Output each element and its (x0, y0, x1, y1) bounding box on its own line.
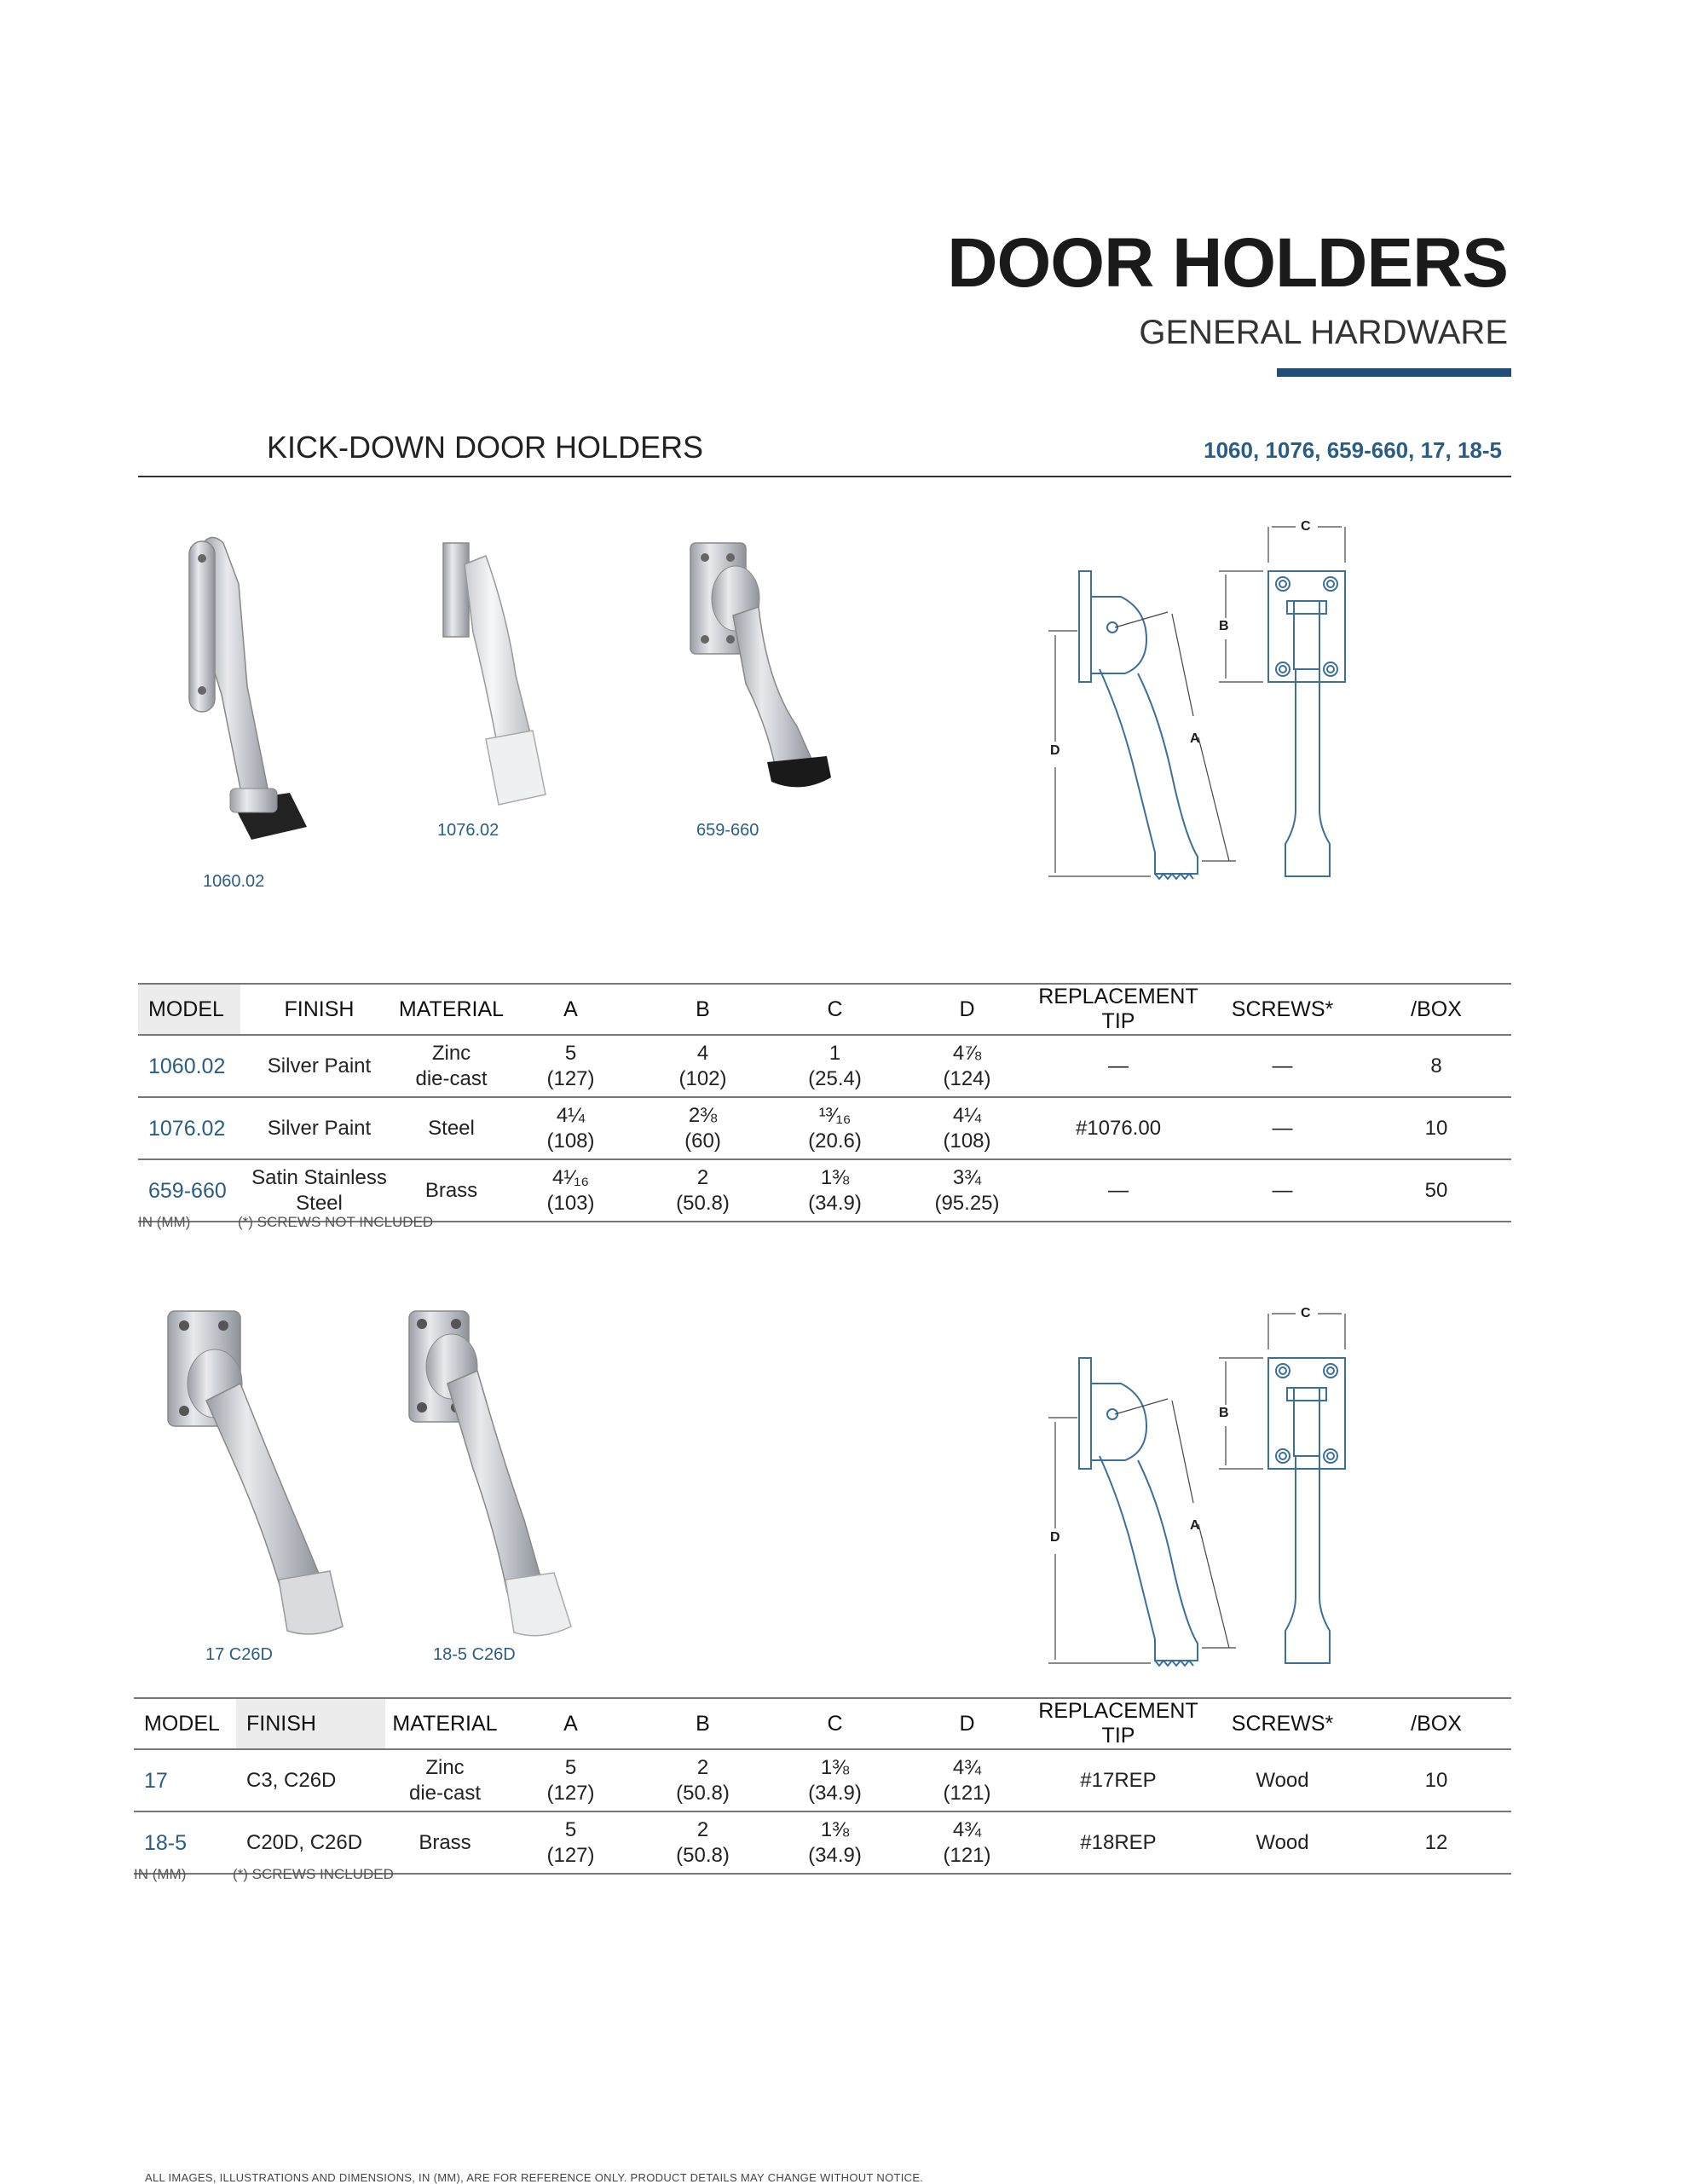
model-link[interactable]: 18-5 (134, 1811, 236, 1874)
box-cell: 10 (1361, 1097, 1511, 1159)
screws-cell: — (1204, 1035, 1361, 1097)
dim-d-cell: 4¾ (121) (901, 1811, 1033, 1874)
replacement-tip-cell: — (1033, 1035, 1204, 1097)
dim-d-cell: 3¾ (95.25) (901, 1159, 1033, 1222)
page-subtitle: GENERAL HARDWARE (1139, 314, 1508, 351)
product-caption-1076: 1076.02 (437, 821, 499, 840)
dim-label-d: D (1050, 743, 1060, 758)
units-note: IN (MM) (134, 1866, 187, 1882)
table-row (134, 1811, 1511, 1874)
kickdown-holder-659-image (686, 539, 848, 812)
kickdown-holder-1076-image (439, 539, 558, 812)
title-accent-rule (1277, 368, 1511, 377)
col-model: MODEL (134, 1698, 236, 1749)
screws-cell: Wood (1204, 1811, 1361, 1874)
col-replacement-tip: REPLACEMENT TIP (1033, 1698, 1204, 1749)
section-model-list: 1060, 1076, 659-660, 17, 18-5 (1204, 437, 1502, 463)
col-b: B (637, 984, 769, 1035)
screws-note: (*) SCREWS NOT INCLUDED (238, 1214, 434, 1230)
dim-label-a: A (1190, 1518, 1200, 1533)
col-a: A (505, 984, 637, 1035)
spec-table-2 (134, 1697, 1511, 1875)
spec-table-1 (138, 983, 1511, 1222)
table-row (138, 1097, 1511, 1159)
dim-a-cell: 5 (127) (505, 1811, 637, 1874)
page-title: DOOR HOLDERS (947, 224, 1508, 302)
col-material: MATERIAL (398, 984, 505, 1035)
model-link[interactable]: 1060.02 (138, 1035, 240, 1097)
dim-a-cell: 4¼ (108) (505, 1097, 637, 1159)
table-header-row (134, 1698, 1511, 1749)
finish-cell: Silver Paint (240, 1035, 398, 1097)
screws-cell: Wood (1204, 1749, 1361, 1811)
product-caption-659: 659-660 (696, 821, 759, 840)
section-title: KICK-DOWN DOOR HOLDERS (267, 430, 704, 465)
footer-disclaimer: ALL IMAGES, ILLUSTRATIONS AND DIMENSIONS, IN (MM), ARE FOR REFERENCE ONLY. PRODUCT DETAILS MAY CHANGE WITHOUT NOTICE. (145, 2171, 924, 2184)
replacement-tip-link[interactable]: #18REP (1033, 1811, 1204, 1874)
model-link[interactable]: 1076.02 (138, 1097, 240, 1159)
col-replacement-tip: REPLACEMENT TIP (1033, 984, 1204, 1035)
col-model: MODEL (138, 984, 240, 1035)
col-box: /BOX (1361, 984, 1511, 1035)
col-a: A (505, 1698, 637, 1749)
finish-cell: Satin Stainless Steel (240, 1159, 398, 1222)
dim-c-cell: ¹³⁄₁₆ (20.6) (769, 1097, 901, 1159)
material-cell: Zinc die-cast (385, 1749, 505, 1811)
finish-cell: C20D, C26D (236, 1811, 385, 1874)
product-caption-17: 17 C26D (205, 1645, 273, 1664)
finish-cell: Silver Paint (240, 1097, 398, 1159)
dim-b-cell: 2 (50.8) (637, 1811, 769, 1874)
dim-c-cell: 1⅜ (34.9) (769, 1811, 901, 1874)
dim-c-cell: 1 (25.4) (769, 1035, 901, 1097)
replacement-tip-link[interactable]: #1076.00 (1033, 1097, 1204, 1159)
col-material: MATERIAL (385, 1698, 505, 1749)
dim-label-c: C (1301, 1306, 1311, 1320)
box-cell: 12 (1361, 1811, 1511, 1874)
box-cell: 10 (1361, 1749, 1511, 1811)
table-row (138, 1159, 1511, 1222)
model-link[interactable]: 17 (134, 1749, 236, 1811)
dim-a-cell: 5 (127) (505, 1035, 637, 1097)
dim-b-cell: 2 (50.8) (637, 1159, 769, 1222)
dim-label-c: C (1301, 519, 1311, 534)
dim-d-cell: 4¼ (108) (901, 1097, 1033, 1159)
product-caption-18-5: 18-5 C26D (433, 1645, 516, 1664)
screws-note: (*) SCREWS INCLUDED (233, 1866, 394, 1882)
table-row (138, 1035, 1511, 1097)
dim-b-cell: 2 (50.8) (637, 1749, 769, 1811)
replacement-tip-cell: — (1033, 1159, 1204, 1222)
material-cell: Zinc die-cast (398, 1035, 505, 1097)
col-finish: FINISH (236, 1698, 385, 1749)
table-row (134, 1749, 1511, 1811)
col-d: D (901, 1698, 1033, 1749)
section-divider (138, 476, 1511, 477)
model-link[interactable]: 659-660 (138, 1159, 240, 1222)
dim-label-d: D (1050, 1530, 1060, 1545)
col-screws: SCREWS* (1204, 984, 1361, 1035)
dim-a-cell: 4¹⁄₁₆ (103) (505, 1159, 637, 1222)
kickdown-holder-18-5-image (405, 1307, 601, 1648)
col-screws: SCREWS* (1204, 1698, 1361, 1749)
dim-label-b: B (1219, 619, 1229, 633)
dim-d-cell: 4¾ (121) (901, 1749, 1033, 1811)
units-note: IN (MM) (138, 1214, 191, 1230)
col-box: /BOX (1361, 1698, 1511, 1749)
dim-b-cell: 2⅜ (60) (637, 1097, 769, 1159)
screws-cell: — (1204, 1097, 1361, 1159)
product-caption-1060: 1060.02 (203, 872, 265, 891)
box-cell: 50 (1361, 1159, 1511, 1222)
material-cell: Brass (385, 1811, 505, 1874)
finish-cell: C3, C26D (236, 1749, 385, 1811)
box-cell: 8 (1361, 1035, 1511, 1097)
col-d: D (901, 984, 1033, 1035)
col-c: C (769, 984, 901, 1035)
dim-a-cell: 5 (127) (505, 1749, 637, 1811)
dim-b-cell: 4 (102) (637, 1035, 769, 1097)
dim-c-cell: 1⅜ (34.9) (769, 1159, 901, 1222)
kickdown-holder-17-image (164, 1307, 360, 1648)
screws-cell: — (1204, 1159, 1361, 1222)
table-header-row (138, 984, 1511, 1035)
col-c: C (769, 1698, 901, 1749)
material-cell: Steel (398, 1097, 505, 1159)
col-b: B (637, 1698, 769, 1749)
replacement-tip-link[interactable]: #17REP (1033, 1749, 1204, 1811)
dim-c-cell: 1⅜ (34.9) (769, 1749, 901, 1811)
dimension-diagram-top (1040, 511, 1364, 891)
dim-label-b: B (1219, 1406, 1229, 1420)
kickdown-holder-1060-image (179, 533, 315, 857)
dim-d-cell: 4⅞ (124) (901, 1035, 1033, 1097)
col-finish: FINISH (240, 984, 398, 1035)
dimension-diagram-bottom (1040, 1298, 1364, 1678)
dim-label-a: A (1190, 731, 1200, 746)
material-cell: Brass (398, 1159, 505, 1222)
